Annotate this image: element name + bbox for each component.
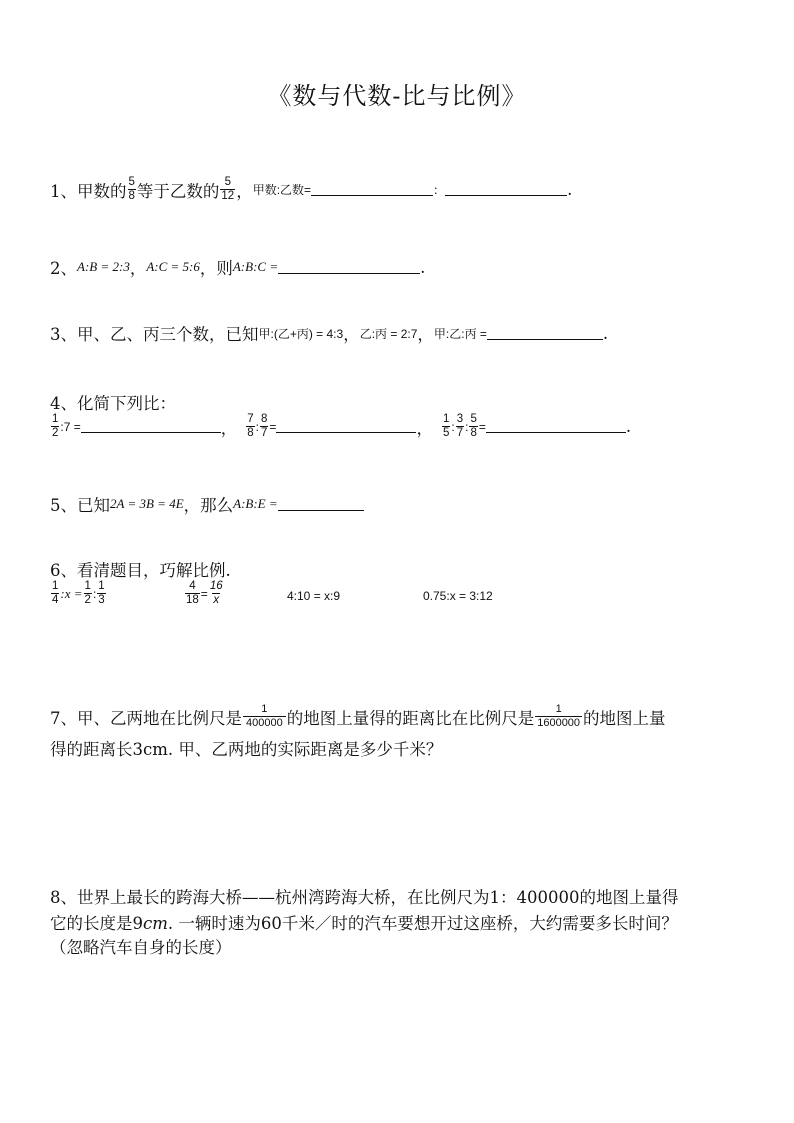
q3-expr-2: 乙:丙 = 2:7 — [359, 326, 418, 341]
q7-text-c: 的地图上量 — [583, 708, 666, 728]
q6-e1-frac-c — [97, 580, 105, 607]
q4-p3-fraction-a — [442, 413, 450, 440]
q5-answer-blank[interactable] — [278, 498, 364, 511]
q2-answer-blank[interactable] — [278, 261, 420, 274]
q6-e2b-num: 16 — [209, 580, 223, 592]
question-5 — [50, 492, 364, 516]
q1-text-a: 1、甲数的 — [50, 181, 127, 201]
q1-text-b: 等于乙数的 — [136, 181, 220, 201]
q4-answer-blank-2[interactable] — [276, 420, 416, 433]
q4-p2a-num: 7 — [247, 413, 254, 425]
q7-f2-den: 1600000 — [537, 717, 581, 729]
q4-comma-1: ， — [220, 418, 238, 438]
q4-p3-colon-2: : — [465, 419, 469, 434]
q2-expr-3: A:B:C = — [232, 259, 279, 274]
q4-p3c-den: 8 — [470, 427, 477, 439]
q4-p2-colon: : — [255, 419, 260, 434]
q4-p1-fraction — [51, 413, 59, 440]
q2-end: . — [420, 257, 426, 277]
q4-answer-blank-1[interactable] — [81, 420, 221, 433]
q6-e1-mid: :x = — [60, 585, 83, 601]
q1-separator: ： — [433, 183, 446, 197]
q7-text-b: 的地图上量得的距离比在比例尺是 — [286, 708, 535, 728]
question-4-items — [50, 413, 631, 440]
q6-e1a-den: 4 — [52, 594, 59, 606]
q6-e2b-den: x — [213, 594, 220, 606]
q6-e2a-num: 4 — [189, 580, 196, 592]
q2-number: 2、 — [50, 259, 77, 278]
page-title: 《数与代数-比与比例》 — [267, 82, 527, 110]
q4-p2b-den: 7 — [261, 427, 268, 439]
q4-answer-blank-3[interactable] — [486, 420, 626, 433]
q4-p1-rest: :7 = — [60, 419, 81, 434]
q7-text-a: 7、甲、乙两地在比例尺是 — [50, 708, 242, 728]
q6-e2-frac-b — [209, 580, 224, 607]
q6-e2-eq: = — [200, 586, 208, 601]
q7-scale-1 — [243, 703, 286, 730]
q6-equation-4: 0.75:x = 3:12 — [423, 589, 493, 603]
q6-e1c-den: 3 — [98, 594, 105, 606]
q3-comma-1: ， — [343, 325, 360, 344]
q4-p2a-den: 8 — [247, 427, 254, 439]
q6-e1b-num: 1 — [84, 580, 91, 592]
q2-comma-1: ， — [129, 259, 147, 278]
q4-p3-fraction-c — [469, 413, 477, 440]
q6-e1-colon: : — [92, 586, 97, 601]
q3-comma-2: ， — [417, 325, 434, 344]
q5-expr-2: A:B:E = — [233, 496, 278, 511]
q6-equation-3: 4:10 = x:9 — [287, 589, 341, 603]
q1-ratio-label: 甲数:乙数= — [252, 183, 312, 197]
q4-comma-2: ， — [416, 418, 433, 438]
q8-line2-a: 它的长度是9 — [50, 914, 143, 933]
q7-scale-2 — [535, 703, 582, 730]
q6-e2-frac-a — [185, 580, 200, 607]
q4-p1-den: 2 — [52, 427, 59, 439]
q4-p1-num: 1 — [52, 413, 59, 425]
q6-e1c-num: 1 — [98, 580, 105, 592]
q1-fraction-1 — [128, 176, 136, 203]
question-8-line-1: 8、世界上最长的跨海大桥——杭州湾跨海大桥，在比例尺为1：400000的地图上量得 — [50, 888, 679, 907]
question-8-line-2 — [50, 910, 678, 934]
q6-equation-2 — [184, 580, 225, 607]
q7-f1-num: 1 — [261, 703, 268, 715]
q3-expr-1: 甲:(乙+丙) = 4:3 — [258, 326, 344, 341]
question-8-line-3: （忽略汽车自身的长度） — [50, 938, 232, 957]
q4-p2-fraction-a — [246, 413, 254, 440]
q4-p3a-num: 1 — [442, 413, 450, 425]
q4-p3b-den: 7 — [456, 427, 464, 439]
q8-line2-b: . 一辆时速为60千米／时的汽车要想开过这座桥，大约需要多长时间？ — [167, 914, 678, 933]
question-4-heading: 4、化简下列比： — [50, 394, 176, 413]
q1-answer-blank-2[interactable] — [445, 183, 567, 196]
q2-text-then: ，则 — [199, 259, 233, 278]
q3-answer-blank[interactable] — [487, 327, 603, 340]
q6-e2a-den: 18 — [186, 594, 199, 606]
q5-text-a: 5、已知 — [50, 496, 110, 515]
q4-p3b-num: 3 — [456, 413, 464, 425]
q4-p2-eq: = — [269, 419, 277, 434]
q3-expr-3: 甲:乙:丙 = — [433, 326, 487, 341]
q3-text: 3、甲、乙、丙三个数，已知 — [50, 325, 259, 344]
question-3 — [50, 321, 608, 345]
q1-frac2-den: 12 — [221, 190, 235, 202]
q4-end: . — [625, 417, 632, 436]
q7-f2-num: 1 — [555, 703, 562, 715]
q6-e1-frac-a — [51, 580, 59, 607]
question-1 — [50, 176, 572, 203]
q4-p3a-den: 5 — [442, 427, 450, 439]
q2-expr-1: A:B = 2:3 — [77, 259, 130, 274]
question-6-heading: 6、看清题目，巧解比例. — [50, 561, 231, 580]
q2-expr-2: A:C = 5:6 — [146, 259, 200, 274]
q3-end: . — [602, 323, 609, 343]
q4-p3c-num: 5 — [470, 413, 477, 425]
q5-text-b: ，那么 — [183, 496, 234, 515]
question-2 — [50, 255, 425, 279]
q4-p2b-num: 8 — [261, 413, 268, 425]
q6-equation-1 — [50, 580, 107, 607]
q1-frac2-num: 5 — [224, 176, 231, 188]
q4-p3-fraction-b — [456, 413, 464, 440]
q1-fraction-2 — [220, 176, 235, 203]
q1-frac1-den: 8 — [128, 190, 135, 202]
question-7-line-1 — [50, 703, 666, 730]
q6-e1-frac-b — [84, 580, 92, 607]
q5-expr-1: 2A = 3B = 4E — [110, 496, 184, 511]
q1-frac1-num: 5 — [128, 176, 135, 188]
q4-p3-colon-1: : — [451, 419, 455, 434]
q6-e1a-num: 1 — [52, 580, 59, 592]
q1-answer-blank-1[interactable] — [311, 183, 433, 196]
q4-p2-fraction-b — [260, 413, 268, 440]
q4-p3-eq: = — [478, 419, 486, 434]
q1-end: . — [567, 180, 573, 199]
q6-e1b-den: 2 — [84, 594, 91, 606]
question-7-line-2: 得的距离长3cm. 甲、乙两地的实际距离是多少千米？ — [50, 740, 443, 759]
q8-unit: cm — [143, 914, 168, 933]
q7-f1-den: 400000 — [243, 716, 286, 730]
q1-text-c: ， — [236, 181, 253, 201]
